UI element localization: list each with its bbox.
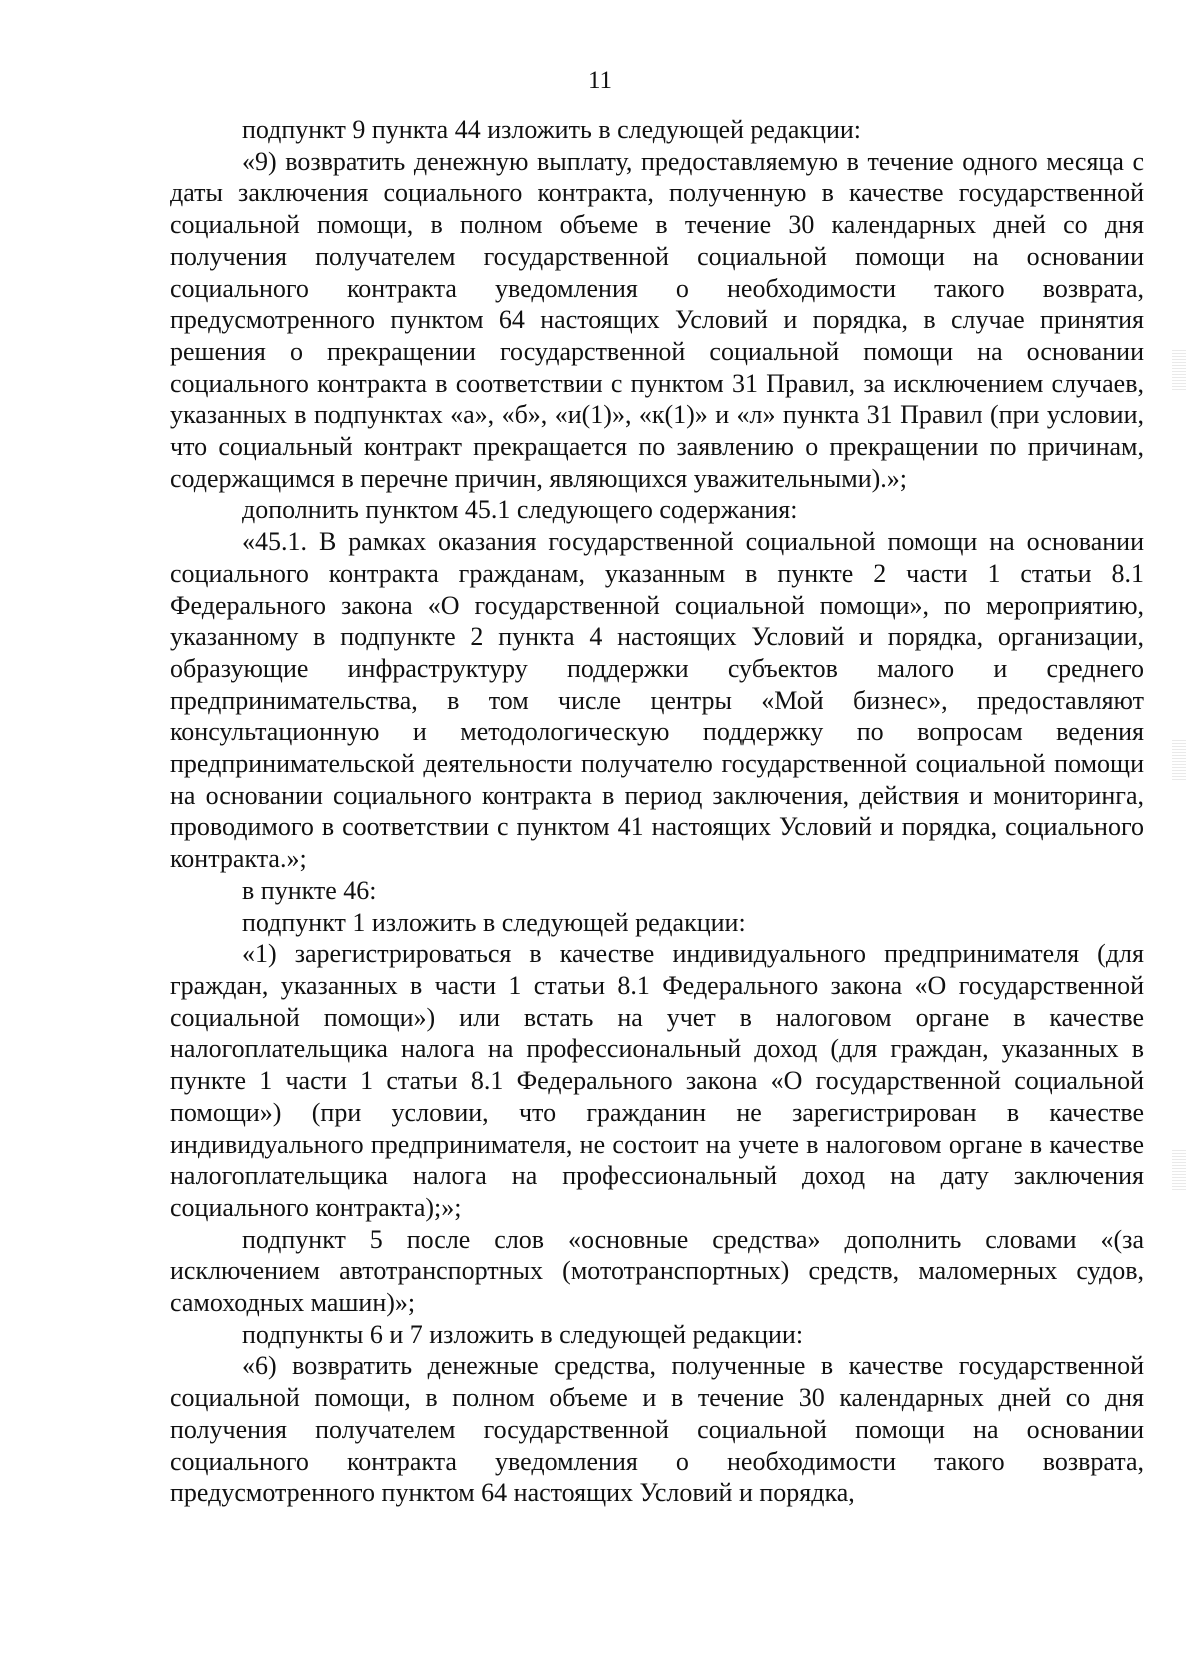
page-number: 11 bbox=[587, 67, 613, 94]
paragraph: подпункт 9 пункта 44 изложить в следующей редакции: bbox=[242, 115, 861, 144]
paragraph: «6) возвратить денежные средства, полученные в качестве государственной социальной помощи, в полном объеме и в течение 30 календарных дней со дня получения получателем государственной социальной помощи на основании социального контракта уведомления о необходимости такого возврата, предусмотренного пунктом 64 настоящих Условий и порядка, bbox=[170, 1351, 1144, 1508]
paragraph: «45.1. В рамках оказания государственной социальной помощи на основании социального контракта гражданам, указанным в пункте 2 части 1 статьи 8.1 Федерального закона «О государственной социальной помощи», по мероприятию, указанному в подпункте 2 пункта 4 настоящих Условий и порядка, организации, образующие инфраструктуру поддержки субъектов малого и среднего предпринимательства, в том числе центры «Мой бизнес», предоставляют консультационную и методологическую поддержку по вопросам ведения предпринимательской деятельности получателю государственной социальной помощи на основании социального контракта в период заключения, действия и мониторинга, проводимого в соответствии с пунктом 41 настоящих Условий и порядка, социального контракта.»; bbox=[170, 527, 1144, 874]
paragraph: дополнить пунктом 45.1 следующего содержания: bbox=[242, 495, 798, 525]
paragraph: подпункт 1 изложить в следующей редакции: bbox=[242, 907, 746, 937]
paragraph: «1) зарегистрироваться в качестве индивидуального предпринимателя (для граждан, указанных в части 1 статьи 8.1 Федерального закона «О государственной социальной помощи») или встать на учет в налоговом органе в качестве налогоплательщика налога на профессиональный доход (для граждан, указанных в пункте 1 части 1 статьи 8.1 Федерального закона «О государственной социальной помощи») (при условии, что гражданин не зарегистрирован в качестве индивидуального предпринимателя, не состоит на учете в налоговом органе в качестве налогоплательщика налога на профессиональный доход на дату заключения социального контракта);»; bbox=[170, 939, 1144, 1222]
paragraph: подпункт 5 после слов «основные средства» дополнить словами «(за исключением автотранспортных (мототранспортных) средств, маломерных судов, самоходных машин)»; bbox=[170, 1224, 1144, 1318]
scan-artifact bbox=[1172, 1150, 1186, 1190]
paragraph: «9) возвратить денежную выплату, предоставляемую в течение одного месяца с даты заключения социального контракта, полученную в качестве государственной социальной помощи, в полном объеме в течение 30 календарных дней со дня получения получателем государственной социальной помощи на основании социального контракта уведомления о необходимости такого возврата, предусмотренного пунктом 64 настоящих Условий и порядка, в случае принятия решения о прекращении государственной социальной помощи на основании социального контракта в соответствии с пунктом 31 Правил, за исключением случаев, указанных в подпунктах «а», «б», «и(1)», «к(1)» и «л» пункта 31 Правил (при условии, что социальный контракт прекращается по заявлению о прекращении по причинам, содержащимся в перечне причин, являющихся уважительными).»; bbox=[170, 146, 1144, 493]
paragraph: в пункте 46: bbox=[242, 875, 377, 905]
document-body bbox=[170, 114, 1144, 1509]
scan-artifact bbox=[1172, 350, 1186, 390]
paragraph: подпункты 6 и 7 изложить в следующей редакции: bbox=[242, 1319, 804, 1349]
scan-artifact bbox=[1172, 740, 1186, 780]
